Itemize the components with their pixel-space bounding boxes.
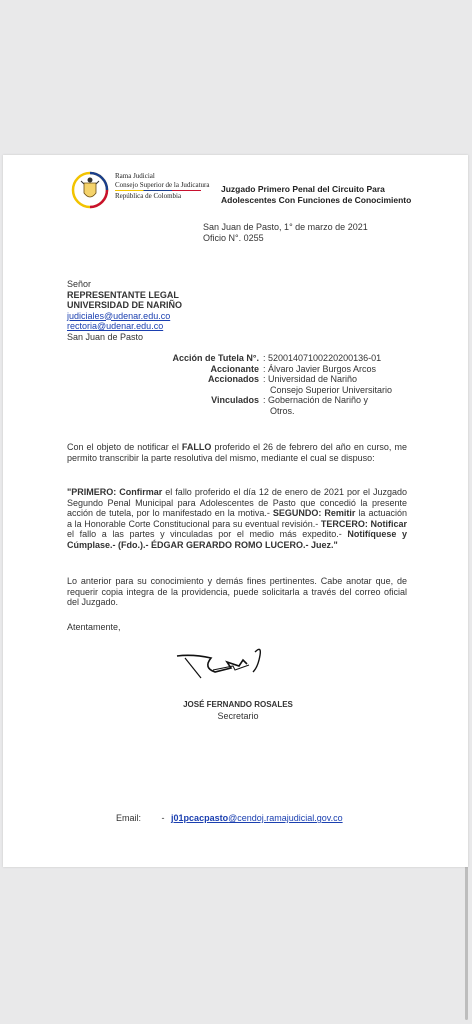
email-domain: @cendoj.ramajudicial.gov.co (228, 813, 343, 823)
resolution-segundo: SEGUNDO: Remitir (272, 508, 356, 518)
recipient-block (67, 279, 182, 342)
court-name-line-1: Juzgado Primero Penal del Circuito Para (221, 184, 385, 194)
accionante-label: Accionante (210, 363, 259, 374)
recipient-institution: UNIVERSIDAD DE NARIÑO (67, 300, 183, 310)
recipient-name: REPRESENTANTE LEGAL (67, 289, 179, 300)
accion-label: Acción de Tutela (172, 353, 244, 363)
place-date: San Juan de Pasto, 1° de marzo de 2021 (203, 222, 368, 232)
flag-stripe (115, 190, 201, 191)
resolution-tercero: TERCERO: Notificar (320, 518, 407, 529)
accionados-value-1: : Universidad de Nariño (263, 374, 358, 384)
accion-no-label: N°. (246, 353, 259, 363)
intro-text-2: proferido el 26 de febrero del año en curso, me permito transcribir la parte resolutiva del mismo, mediante el cual se dispuso: (67, 442, 407, 463)
accionados-value-2: Consejo Superior Universitario (270, 384, 393, 395)
salutation: Señor (67, 279, 92, 289)
intro-fallo: FALLO (181, 442, 212, 452)
resolution-confirmar: Confirmar (119, 487, 163, 497)
resolution-open: "PRIMERO: (67, 487, 120, 497)
recipient-city: San Juan de Pasto (67, 331, 144, 342)
farewell: Atentamente, (67, 622, 121, 632)
resolution-text-1: el fallo proferido el día 12 de enero de 2021 por el Juzgado Segundo Penal Municipal para Adolescentes de Pasto que concedió la presente acción de tutela, por lo manifestado en la motiva.- (67, 487, 407, 518)
signer-block (173, 700, 303, 721)
oficio-number: Oficio N°. 0255 (203, 232, 264, 243)
intro-text-1: Con el objeto de notificar el (67, 442, 182, 452)
recipient-email-1[interactable]: judiciales@udenar.edu.co (67, 310, 171, 321)
document-page (3, 155, 468, 867)
org-line-2: Consejo Superior de la Judicatura (115, 180, 210, 189)
organization-block (115, 172, 209, 201)
org-line-3: República de Colombia (115, 192, 182, 200)
vinculados-label: Vinculados (211, 395, 259, 405)
coat-of-arms-logo-icon (71, 171, 109, 209)
signer-title: Secretario (217, 710, 259, 721)
remainder-paragraph: Lo anterior para su conocimiento y demás fines pertinentes. Cabe anotar que, de requerir copia integra de la providencia, puede solicitarla a través del correo oficial del Juzgado. (67, 576, 407, 607)
signature-icon (173, 642, 273, 684)
accionados-label: Accionados (207, 374, 259, 384)
email-dash: - (161, 813, 165, 823)
footer-email-link[interactable] (171, 813, 343, 823)
recipient-email-2[interactable]: rectoria@udenar.edu.co (67, 321, 164, 331)
signer-name: JOSÉ FERNANDO ROSALES (183, 700, 293, 709)
resolution-text-2: la actuación a la Honorable Corte Constitucional para su eventual revisión.- (67, 508, 407, 529)
vinculados-value-1: : Gobernación de Nariño y (263, 395, 369, 405)
court-name-line-2: Adolescentes Con Funciones de Conocimiento (221, 194, 412, 205)
accion-value: : 52001407100220200136-01 (263, 353, 382, 363)
email-label: Email: (116, 813, 142, 823)
footer-email (116, 813, 343, 823)
court-name (221, 184, 411, 205)
vinculados-value-2: Otros. (270, 405, 295, 416)
case-details (159, 353, 392, 416)
resolution-closing: Notifíquese y Cúmplase.- (Fdo.).- ÉDGAR GERARDO ROMO LUCERO.- Juez." (67, 529, 408, 550)
resolution-text-3: el fallo a las partes y vinculadas por el medio más expedito.- (67, 529, 348, 539)
intro-paragraph (67, 442, 407, 463)
email-user: j01pcacpasto (171, 813, 229, 823)
org-line-1: Rama Judicial (115, 172, 155, 180)
place-date-block (203, 222, 368, 243)
resolution-paragraph (67, 487, 407, 550)
accionante-value: : Álvaro Javier Burgos Arcos (263, 363, 377, 374)
